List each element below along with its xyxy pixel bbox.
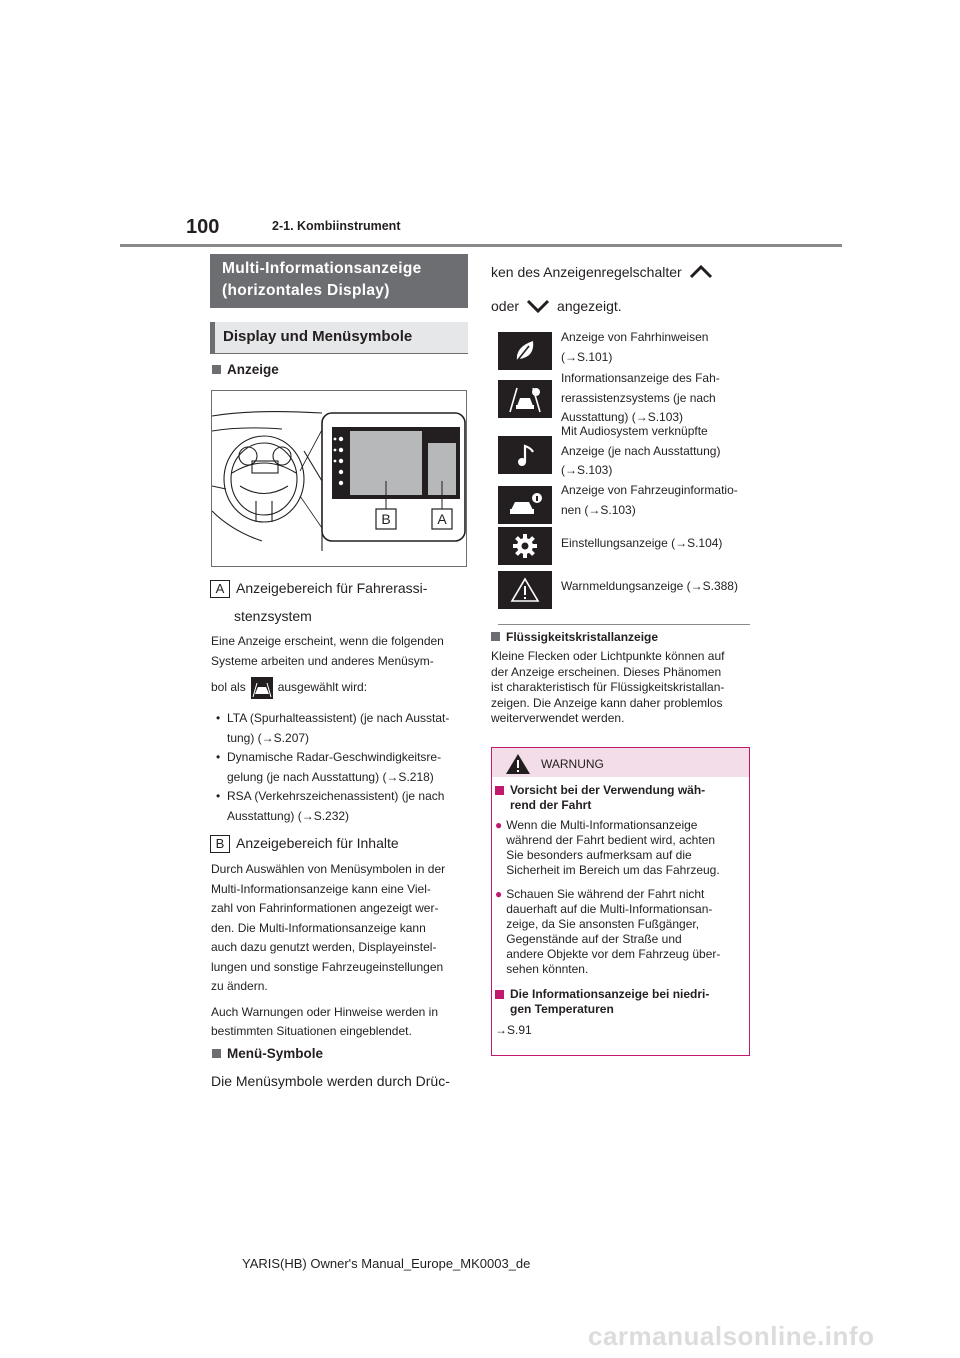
footer-text: YARIS(HB) Owner's Manual_Europe_MK0003_de <box>242 1256 531 1271</box>
square-bullet-icon <box>495 786 504 795</box>
square-bullet-icon <box>212 1049 221 1058</box>
label-b-box: B <box>210 835 230 853</box>
music-note-icon <box>498 436 552 474</box>
gear-icon <box>498 527 552 565</box>
heading-menu-symbole: Menü-Symbole <box>212 1046 323 1061</box>
section-title: 2-1. Kombiinstrument <box>272 219 401 233</box>
list-item: • RSA (Verkehrszeichenassistent) (je nach Ausstattung) (→S.232) <box>213 787 473 826</box>
square-bullet-icon <box>212 365 221 374</box>
list-item: • LTA (Spurhalteassistent) (je nach Ausstat- tung) (→S.207) <box>213 709 473 748</box>
warning-title: WARNUNG <box>505 753 604 775</box>
warning-ref: →S.91 <box>495 1023 532 1037</box>
car-info-icon <box>498 486 552 524</box>
chapter-title-line2: (horizontales Display) <box>222 282 390 299</box>
warning-triangle-icon <box>505 753 531 775</box>
sub-title-box: Display und Menüsymbole <box>210 322 468 354</box>
b-title: B Anzeigebereich für Inhalte <box>210 830 399 856</box>
circle-bullet-icon: ● <box>495 818 503 832</box>
chapter-title-line1: Multi-Informationsanzeige <box>222 260 422 277</box>
a-description: Eine Anzeige erscheint, wenn die folgenden Systeme arbeiten und anderes Menüsym- bol als ausgewählt wird: <box>211 632 471 699</box>
page-number: 100 <box>186 216 220 238</box>
car-assist-icon <box>498 380 552 418</box>
square-bullet-icon <box>491 632 500 641</box>
chevron-down-icon <box>525 297 551 315</box>
header-rule <box>120 244 842 247</box>
menu-cont-line1: ken des Anzeigenregelschalter <box>491 263 714 281</box>
warning-content: Vorsicht bei der Verwendung wäh- rend der Fahrt ● Wenn die Multi-Informationsanzeige während der Fahrt bedient wird, achten Sie besonders aufmerksam auf die Sicherheit im Bereich um das Fahrzeug. ● Schauen Sie während der Fahrt nicht dauerhaft auf die Multi-Informationsan- zeige, da Sie ansonsten Fußgänger, Gegenstände auf der Straße und andere Objekte vor dem Fahrzeug über- sehen könnten. Die Informationsanzeige bei niedri- gen Temperaturen →S.91 <box>495 783 745 1038</box>
a-title: A Anzeigebereich für Fahrerassi- <box>210 575 427 601</box>
separator <box>498 624 750 625</box>
leaf-icon <box>498 332 552 370</box>
lcd-text: Kleine Flecken oder Lichtpunkte können auf der Anzeige erscheinen. Dieses Phänomen ist charakteristisch für Flüssigkeitskristallan- zeigen. Die Anzeige kann daher problemlos weiterverwendet werden. <box>491 649 725 725</box>
system-list <box>213 709 473 826</box>
a-title-line2: stenzsystem <box>234 608 312 624</box>
warning-triangle-icon <box>498 571 552 609</box>
square-bullet-icon <box>495 990 504 999</box>
chapter-title-box <box>210 254 468 308</box>
label-a-box: A <box>210 580 230 598</box>
b-description: Durch Auswählen von Menüsymbolen in der Multi-Informationsanzeige kann eine Viel- zahl von Fahrinformationen angezeigt wer- den. Die Multi-Informationsanzeige kann auch dazu genutzt werden, Displayeinstel- lungen und sonstige Fahrzeugeinstellungen zu ändern. Auch Warnungen oder Hinweise werden in bestimmten Situationen eingeblendet. <box>211 862 446 1038</box>
chevron-up-icon <box>688 263 714 281</box>
dashboard-illustration <box>212 391 467 567</box>
menu-cont-line2: oder angezeigt. <box>491 298 622 314</box>
watermark: carmanualsonline.info <box>588 1321 875 1351</box>
car-assist-inline-icon <box>251 677 273 699</box>
figure-label-a: A <box>437 511 447 527</box>
list-item: • Dynamische Radar-Geschwindigkeitsre- gelung (je nach Ausstattung) (→S.218) <box>213 748 473 787</box>
lcd-heading: Flüssigkeitskristallanzeige <box>491 630 658 645</box>
figure-label-b: B <box>381 511 391 527</box>
circle-bullet-icon: ● <box>495 887 503 901</box>
heading-anzeige: Anzeige <box>212 362 279 377</box>
instrument-figure <box>211 390 467 567</box>
menu-intro-text: Die Menüsymbole werden durch Drüc- <box>211 1073 450 1089</box>
